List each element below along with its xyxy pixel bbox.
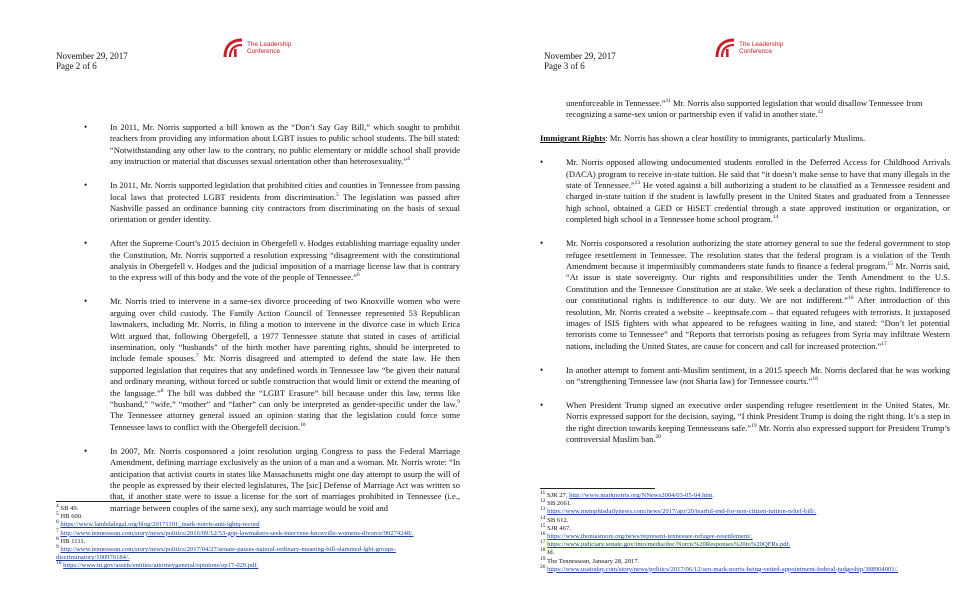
logo-mark-icon: [222, 37, 244, 59]
footnote: $^5$ HB 600.: [56, 511, 83, 521]
footnote: $^6$ https://www.lambdalegal.org/blog/20171101_mark-norris-anti-lgbtq-record: [56, 519, 260, 529]
footnote-link[interactable]: https://www.judiciary.senate.gov/imo/media/doc/Norris%20Responses%20to%20QFRs.pdf.: [547, 541, 791, 549]
section-heading: Immigrant Rights: [540, 133, 606, 144]
footnote: $^9$ http://www.tennessean.com/story/news/politics/2017/04/27/senate-passes-natural-ordinary-meaning-bill-slammed-lgbt-groups-discriminatory/100976184/.: [56, 543, 396, 562]
footnote-divider: [56, 501, 171, 502]
footnotes: [56, 501, 456, 571]
footnote-link[interactable]: http://www.tennessean.com/story/news/politics/2016/09/12/53-gop-lawmakers-seek-intervene-knoxville-womens-divorce/90274248/.: [60, 529, 414, 537]
footnote: $^{17}$ https://www.judiciary.senate.gov/imo/media/doc/Norris%20Responses%20to%20QFRs.pdf.: [540, 539, 791, 549]
page-body: [84, 122, 460, 527]
leadership-conference-logo: [714, 37, 783, 59]
bullet-item: • In 2011, Mr. Norris supported a bill known as the “Don’t Say Gay Bill,” which sought to prohibit teachers from providing any information about LGBT issues to public school students. The bill stated: “Notwithstanding any other law to the contrary, no public elementary or middle school shall provide any instruction or material that discusses sexual orientation other than heterosexuality.”$^4$: [84, 122, 460, 168]
page-3: [488, 0, 976, 609]
continued-paragraph: unenforceable in Tennessee.”$^{11}$ Mr. Norris also supported legislation that would disallow Tennessee from recognizing a same-sex union or partnership even if valid in another state.$^{12}$: [566, 98, 923, 120]
footnote: $^{13}$ https://www.memphisdailynews.com/news/2017/apr/20/tearful-end-for-non-citizen-tuition-relief-bill/.: [540, 506, 817, 516]
footnote-link[interactable]: https://www.tn.gov/assets/entities/attorneygeneral/opinions/op17-029.pdf.: [63, 562, 259, 570]
footnote: $^{10}$ https://www.tn.gov/assets/entities/attorneygeneral/opinions/op17-029.pdf.: [56, 560, 259, 570]
footnote: $^4$ SB 49.: [56, 502, 79, 512]
bullet-item: • Mr. Norris opposed allowing undocumented students enrolled in the Deferred Access for Childhood Arrivals (DACA) program to receive in-state tuition. He said that “it doesn’t make sense to have that many illegals in the state of Tennessee.”$^{13}$ He voted against a bill authorizing a student to be classified as a Tennessee resident and charged in-state tuition if the student is lawfully present in the United States and graduated from a Tennessee high school, obtained a GED or HiSET credential through a state approved institution or organization, or completed high school in a Tennessee home school program.$^{14}$: [540, 157, 950, 225]
footnote-link[interactable]: http://www.marknorris.org/NNews2004/03-05-04.htm: [569, 492, 713, 499]
header-date: November 29, 2017: [544, 51, 616, 61]
footnote: $^{20}$ https://www.usatoday.com/story/news/politics/2017/06/12/sen-mark-norris-being-vetted-appointment-federal-judgeship/388904001/.: [540, 563, 899, 573]
logo-mark-icon: [714, 37, 736, 59]
footnote: $^7$ http://www.tennessean.com/story/news/politics/2016/09/12/53-gop-lawmakers-seek-intervene-knoxville-womens-divorce/90274248/.: [56, 527, 414, 537]
footnote-link[interactable]: https://www.usatoday.com/story/news/politics/2017/06/12/sen-mark-norris-being-vetted-appointment-federal-judgeship/388904001/.: [547, 565, 899, 573]
bullet-item: • Mr. Norris tried to intervene in a same-sex divorce proceeding of two Knoxville women who were arguing over child custody. The Family Action Council of Tennessee represented 53 Republican lawmakers, including Mr. Norris, in filing a motion to intervene in the divorce case in which Erica Witt argued that, following Obergefell, a 1977 Tennessee statute that stated in cases of artificial insemination, only “husbands” of the birth mother have parenting rights, should be interpreted to include female spouses.$^7$ Mr. Norris disagreed and attempted to defend the state law. He then supported legislation that requires that any undefined words in Tennessee law “be given their natural and ordinary meaning, without forced or subtle construction that would limit or extend the meaning of the language.”$^8$ The bill was dubbed the “LGBT Erasure” bill because under this law, terms like “husband,” “wife,” “mother” and “father” can only be interpreted as gender-specific under the law.$^9$ The Tennessee attorney general issued an opinion stating that the legislation could force some Tennessee laws to conflict with the Obergefell decision.$^{10}$: [84, 296, 460, 433]
logo-line-2: Conference: [247, 48, 281, 55]
footnote-link[interactable]: https://www.memphisdailynews.com/news/2017/apr/20/tearful-end-for-non-citizen-tuition-relief-bill/.: [547, 508, 817, 516]
page-header: [544, 51, 616, 71]
bullet-item: • After the Supreme Court’s 2015 decision in Obergefell v. Hodges establishing marriage equality under the Constitution, Mr. Norris supported a resolution expressing “disagreement with the constitutional analysis in Obergefell v. Hodges and the judicial imposition of a marriage license law that is contrary to the express will of this body and the vote of the people of Tennessee.”$^6$: [84, 238, 460, 284]
page-header: [56, 51, 128, 71]
logo-line-1: The Leadership: [739, 41, 784, 48]
footnote: $^8$ HB 1111.: [56, 535, 86, 545]
footnote-link[interactable]: https://www.thomasmore.org/news/represent-tennessee-refugee-resettlement/.: [547, 533, 753, 541]
footnote: $^{16}$ https://www.thomasmore.org/news/represent-tennessee-refugee-resettlement/.: [540, 530, 753, 541]
header-page-number: Page 3 of 6: [544, 61, 585, 71]
logo-line-1: The Leadership: [247, 41, 292, 48]
bullet-item: • In another attempt to foment anti-Muslim sentiment, in a 2015 speech Mr. Norris declared that he was working on “strengthening Tennessee law (not Sharia law) for Tennessee courts.”$^{18}$: [540, 365, 950, 388]
footnote: $^{14}$ SB 612.: [540, 514, 569, 524]
section-immigrant-rights: Immigrant Rights: Mr. Norris has shown a clear hostility to immigrants, particularly Muslims.: [540, 133, 866, 144]
leadership-conference-logo: [222, 37, 291, 59]
logo-line-2: Conference: [739, 48, 773, 55]
footnote: $^{12}$ SB 2661.: [540, 498, 572, 508]
footnotes: [540, 488, 958, 574]
footnote-link[interactable]: https://www.lambdalegal.org/blog/20171101_mark-norris-anti-lgbtq-record: [60, 521, 260, 529]
footnote: $^{11}$ SJR 27, http://www.marknorris.org/NNews2004/03-05-04.htm.: [540, 489, 714, 499]
footnote: $^{15}$ SJR 467.: [540, 522, 571, 532]
footnote-link[interactable]: http://www.tennessean.com/story/news/politics/2017/04/27/senate-passes-natural-ordinary-meaning-bill-slammed-lgbt-groups-discriminatory/100976184/.: [56, 546, 396, 562]
footnote: $^{19}$ The Tennessean, January 28, 2017.: [540, 555, 640, 565]
footnote-divider: [540, 488, 655, 489]
footnote: $^{18}$ Id.: [540, 547, 555, 557]
bullet-item: • When President Trump signed an executive order suspending refugee resettlement in the United States, Mr. Norris expressed support for the decision, saying, “I think President Trump is doing the right thing. It’s a step in the right direction towards keeping Tennesseans safe.”$^{19}$ Mr. Norris also expressed support for President Trump’s controversial Muslim ban.$^{20}$: [540, 400, 950, 446]
bullet-item: • In 2011, Mr. Norris supported legislation that prohibited cities and counties in Tennessee from passing local laws that protected LGBT residents from discrimination.$^5$ The legislation was passed after Nashville passed an ordinance banning city contractors from discriminating on the basis of sexual orientation or gender identity.: [84, 180, 460, 226]
header-page-number: Page 2 of 6: [56, 61, 97, 71]
bullet-item: • Mr. Norris cosponsored a resolution authorizing the state attorney general to sue the federal government to stop refugee resettlement in Tennessee. The resolution states that the federal program is a violation of the Tenth Amendment because it impermissibly commandeers state funds to finance a federal program.$^{15}$ Mr. Norris said, “At issue is state sovereignty. Our rights and responsibilities under the Tenth Amendment to the U.S. Constitution and the Tennessee Constitution are at stake. We seek a declaration of these rights. Indifference to our constitutional rights is indifference to our duty. We are not indifferent.”$^{16}$ After introduction of this resolution, Mr. Norris created a website – keeptnsafe.com – that equated refugees with terrorists. It juxtaposed images of ISIS fighters with what appeared to be refugees waiting in line, and stated: “Don’t let potential terrorists come to Tennessee” and “Reports that terrorists posing as refugees from Syria may infiltrate Western nations, including the United States, are cause for concern and call for increased protection.”$^{17}$: [540, 238, 950, 352]
page-body: [540, 98, 950, 458]
header-date: November 29, 2017: [56, 51, 128, 61]
bullet-item: • In 2007, Mr. Norris cosponsored a joint resolution urging Congress to pass the Federal Marriage Amendment, defining marriage exclusively as the union of a man and a woman. Mr. Norris wrote: “In anticipation that activist courts in states like Massachusetts might one day attempt to usurp the will of the people as expressed by their elected legislatures, The [sic] Defense of Marriage Act was written so that, if another state were to issue a license for the sort of marriages prohibited in Tennessee (i.e., marriage between couples of the same sex), any such marriage would be void and: [84, 446, 460, 514]
